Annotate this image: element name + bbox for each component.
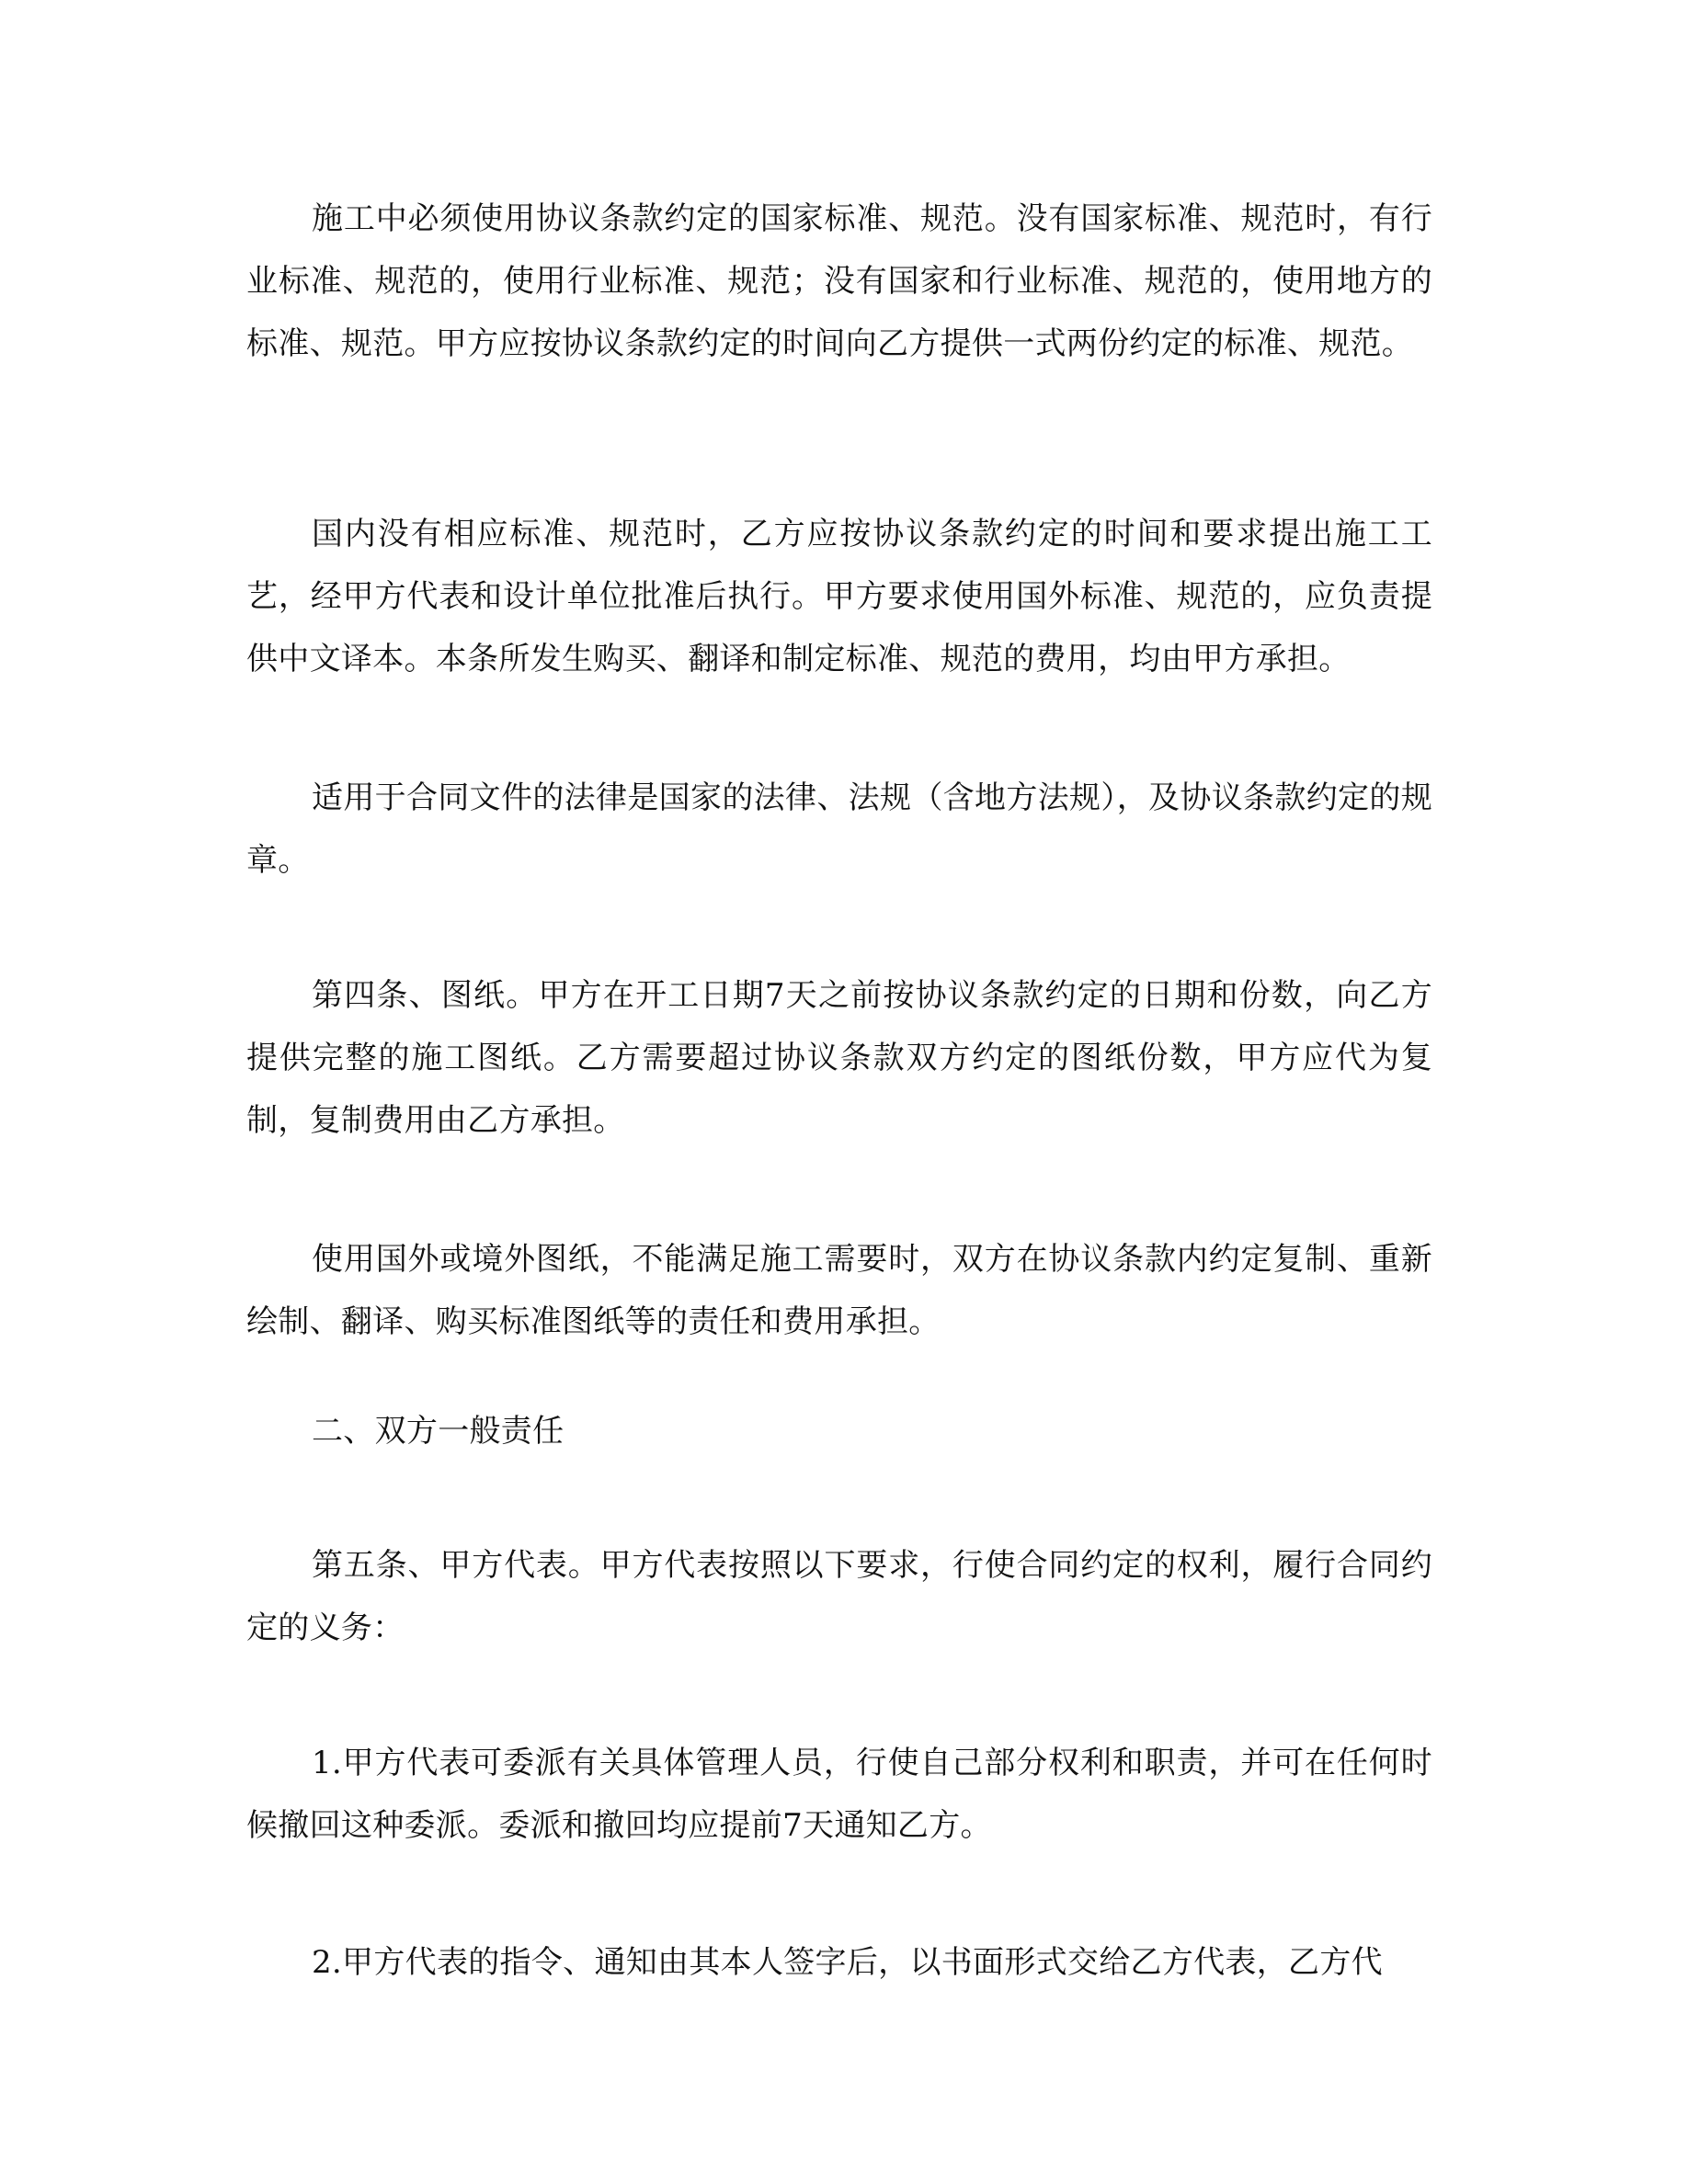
paragraph-foreign-drawings: 使用国外或境外图纸，不能满足施工需要时，双方在协议条款内约定复制、重新绘制、翻译、购买标准图纸等的责任和费用承担。 bbox=[246, 1241, 1432, 1340]
paragraph-foreign-standards: 国内没有相应标准、规范时，乙方应按协议条款约定的时间和要求提出施工工艺，经甲方代表和设计单位批准后执行。甲方要求使用国外标准、规范的，应负责提供中文译本。本条所发生购买、翻译和制定标准、规范的费用，均由甲方承担。 bbox=[246, 516, 1432, 677]
paragraph-article-5-representative: 第五条、甲方代表。甲方代表按照以下要求，行使合同约定的权利，履行合同约定的义务： bbox=[246, 1547, 1432, 1646]
paragraph-article-4-drawings: 第四条、图纸。甲方在开工日期7天之前按协议条款约定的日期和份数，向乙方提供完整的施工图纸。乙方需要超过协议条款双方约定的图纸份数，甲方应代为复制，复制费用由乙方承担。 bbox=[246, 977, 1432, 1139]
paragraph-applicable-law: 适用于合同文件的法律是国家的法律、法规（含地方法规），及协议条款约定的规章。 bbox=[246, 779, 1432, 879]
section-heading-general-responsibilities: 二、双方一般责任 bbox=[312, 1413, 565, 1450]
list-item-1-delegation: 1.甲方代表可委派有关具体管理人员，行使自己部分权利和职责，并可在任何时候撤回这种委派。委派和撤回均应提前7天通知乙方。 bbox=[246, 1745, 1432, 1844]
paragraph-standards: 施工中必须使用协议条款约定的国家标准、规范。没有国家标准、规范时，有行业标准、规范的，使用行业标准、规范；没有国家和行业标准、规范的，使用地方的标准、规范。甲方应按协议条款约定的时间向乙方提供一式两份约定的标准、规范。 bbox=[246, 200, 1432, 362]
list-item-2-instructions: 2.甲方代表的指令、通知由其本人签字后，以书面形式交给乙方代表，乙方代 bbox=[312, 1944, 1383, 1981]
